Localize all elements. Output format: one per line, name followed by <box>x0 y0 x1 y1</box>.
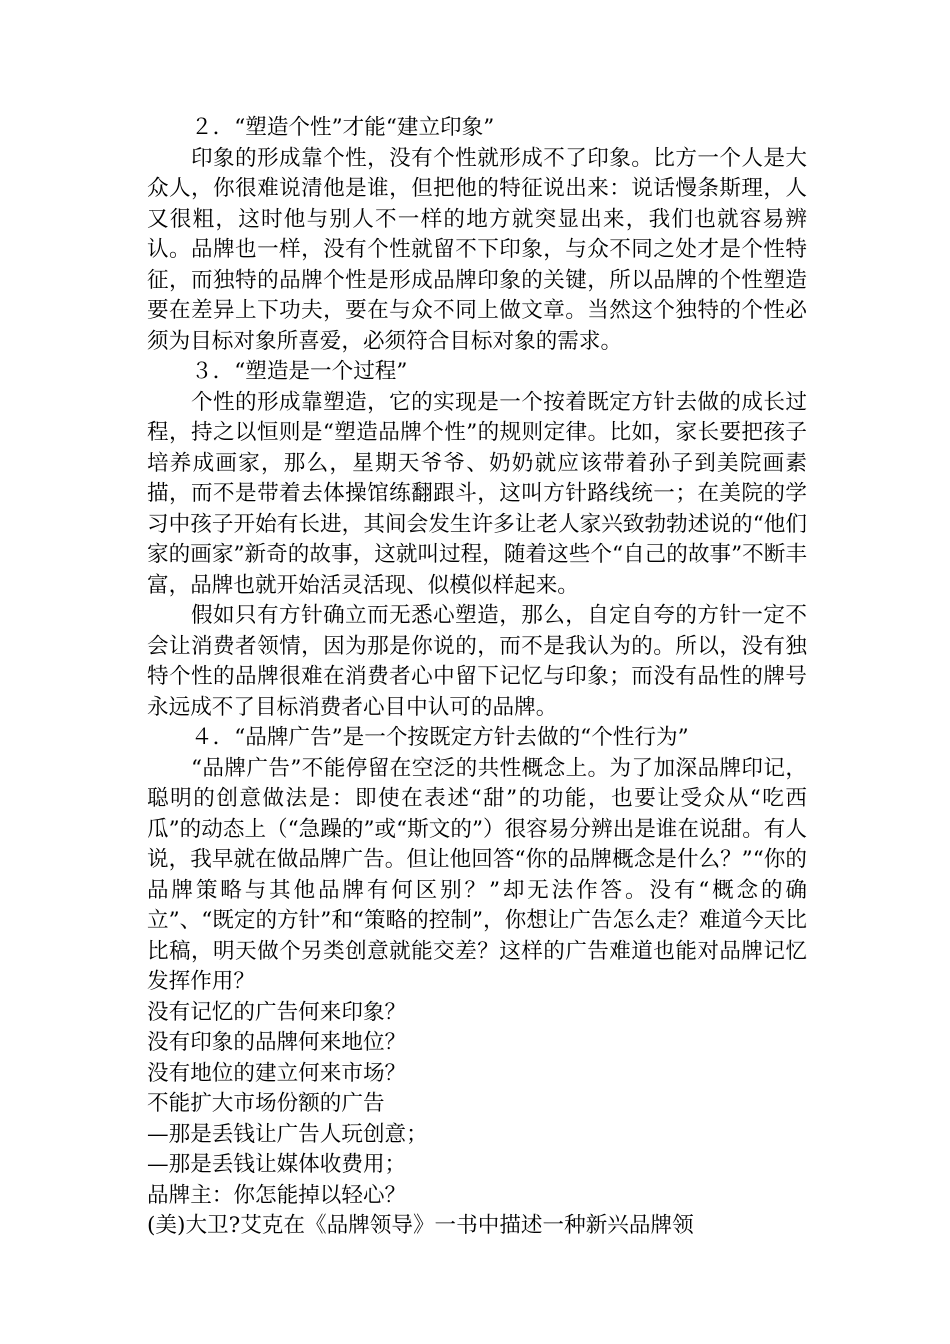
text-line-7: 品牌主：你怎能掉以轻心？ <box>147 1182 407 1208</box>
section-3-heading: ３．“塑造是一个过程” <box>191 359 408 384</box>
section-3-paragraph-2: 假如只有方针确立而无悉心塑造，那么，自定自夸的方针一定不会让消费者领情，因为那是你说的，而不是我认为的。所以，没有独特个性的品牌很难在消费者心中留下记忆与印象；而没有品性的牌号永远成不了目标消费者心目中认可的品牌。 <box>147 603 807 720</box>
text-line-8: (美)大卫?艾克在《品牌领导》一书中描述一种新兴品牌领 <box>147 1213 694 1238</box>
section-2-paragraph: 印象的形成靠个性，没有个性就形成不了印象。比方一个人是大众人，你很难说清他是谁，但把他的特征说出来：说话慢条斯理，人又很粗，这时他与别人不一样的地方就突显出来，我们也就容易辨认。品牌也一样，没有个性就留不下印象，与众不同之处才是个性特征，而独特的品牌个性是形成品牌印象的关键，所以品牌的个性塑造要在差异上下功夫，要在与众不同上做文章。当然这个独特的个性必须为目标对象所喜爱，必须符合目标对象的需求。 <box>147 145 807 354</box>
text-line-1: 没有记忆的广告何来印象？ <box>147 999 407 1025</box>
text-line-6: —那是丢钱让媒体收费用； <box>147 1152 407 1177</box>
text-line-4: 不能扩大市场份额的广告 <box>147 1091 385 1116</box>
text-line-2: 没有印象的品牌何来地位？ <box>147 1030 407 1055</box>
section-2-heading: ２．“塑造个性”才能“建立印象” <box>191 115 495 140</box>
document-page <box>147 113 807 1242</box>
text-line-5: —那是丢钱让广告人玩创意； <box>147 1121 428 1147</box>
section-3-paragraph-1: 个性的形成靠塑造，它的实现是一个按着既定方针去做的成长过程，持之以恒则是“塑造品牌个性”的规则定律。比如，家长要把孩子培养成画家，那么，星期天爷爷、奶奶就应该带着孙子到美院画素描，而不是带着去体操馆练翻跟斗，这叫方针路线统一；在美院的学习中孩子开始有长进，其间会发生许多让老人家兴致勃勃述说的“他们家的画家”新奇的故事，这就叫过程，随着这些个“自己的故事”不断丰富，品牌也就开始活灵活现、似模似样起来。 <box>147 389 807 598</box>
text-line-3: 没有地位的建立何来市场？ <box>147 1060 407 1086</box>
section-4-paragraph: “品牌广告”不能停留在空泛的共性概念上。为了加深品牌印记，聪明的创意做法是：即使在表述“甜”的功能，也要让受众从“吃西瓜”的动态上（“急躁的”或“斯文的”）很容易分辨出是谁在说甜。有人说，我早就在做品牌广告。但让他回答“你的品牌概念是什么？”“你的品牌策略与其他品牌有何区别？”却无法作答。没有“概念的确立”、“既定的方针”和“策略的控制”，你想让广告怎么走？难道今天比比稿，明天做个另类创意就能交差？这样的广告难道也能对品牌记忆发挥作用？ <box>147 755 807 994</box>
section-4-heading: ４．“品牌广告”是一个按既定方针去做的“个性行为” <box>191 725 689 750</box>
